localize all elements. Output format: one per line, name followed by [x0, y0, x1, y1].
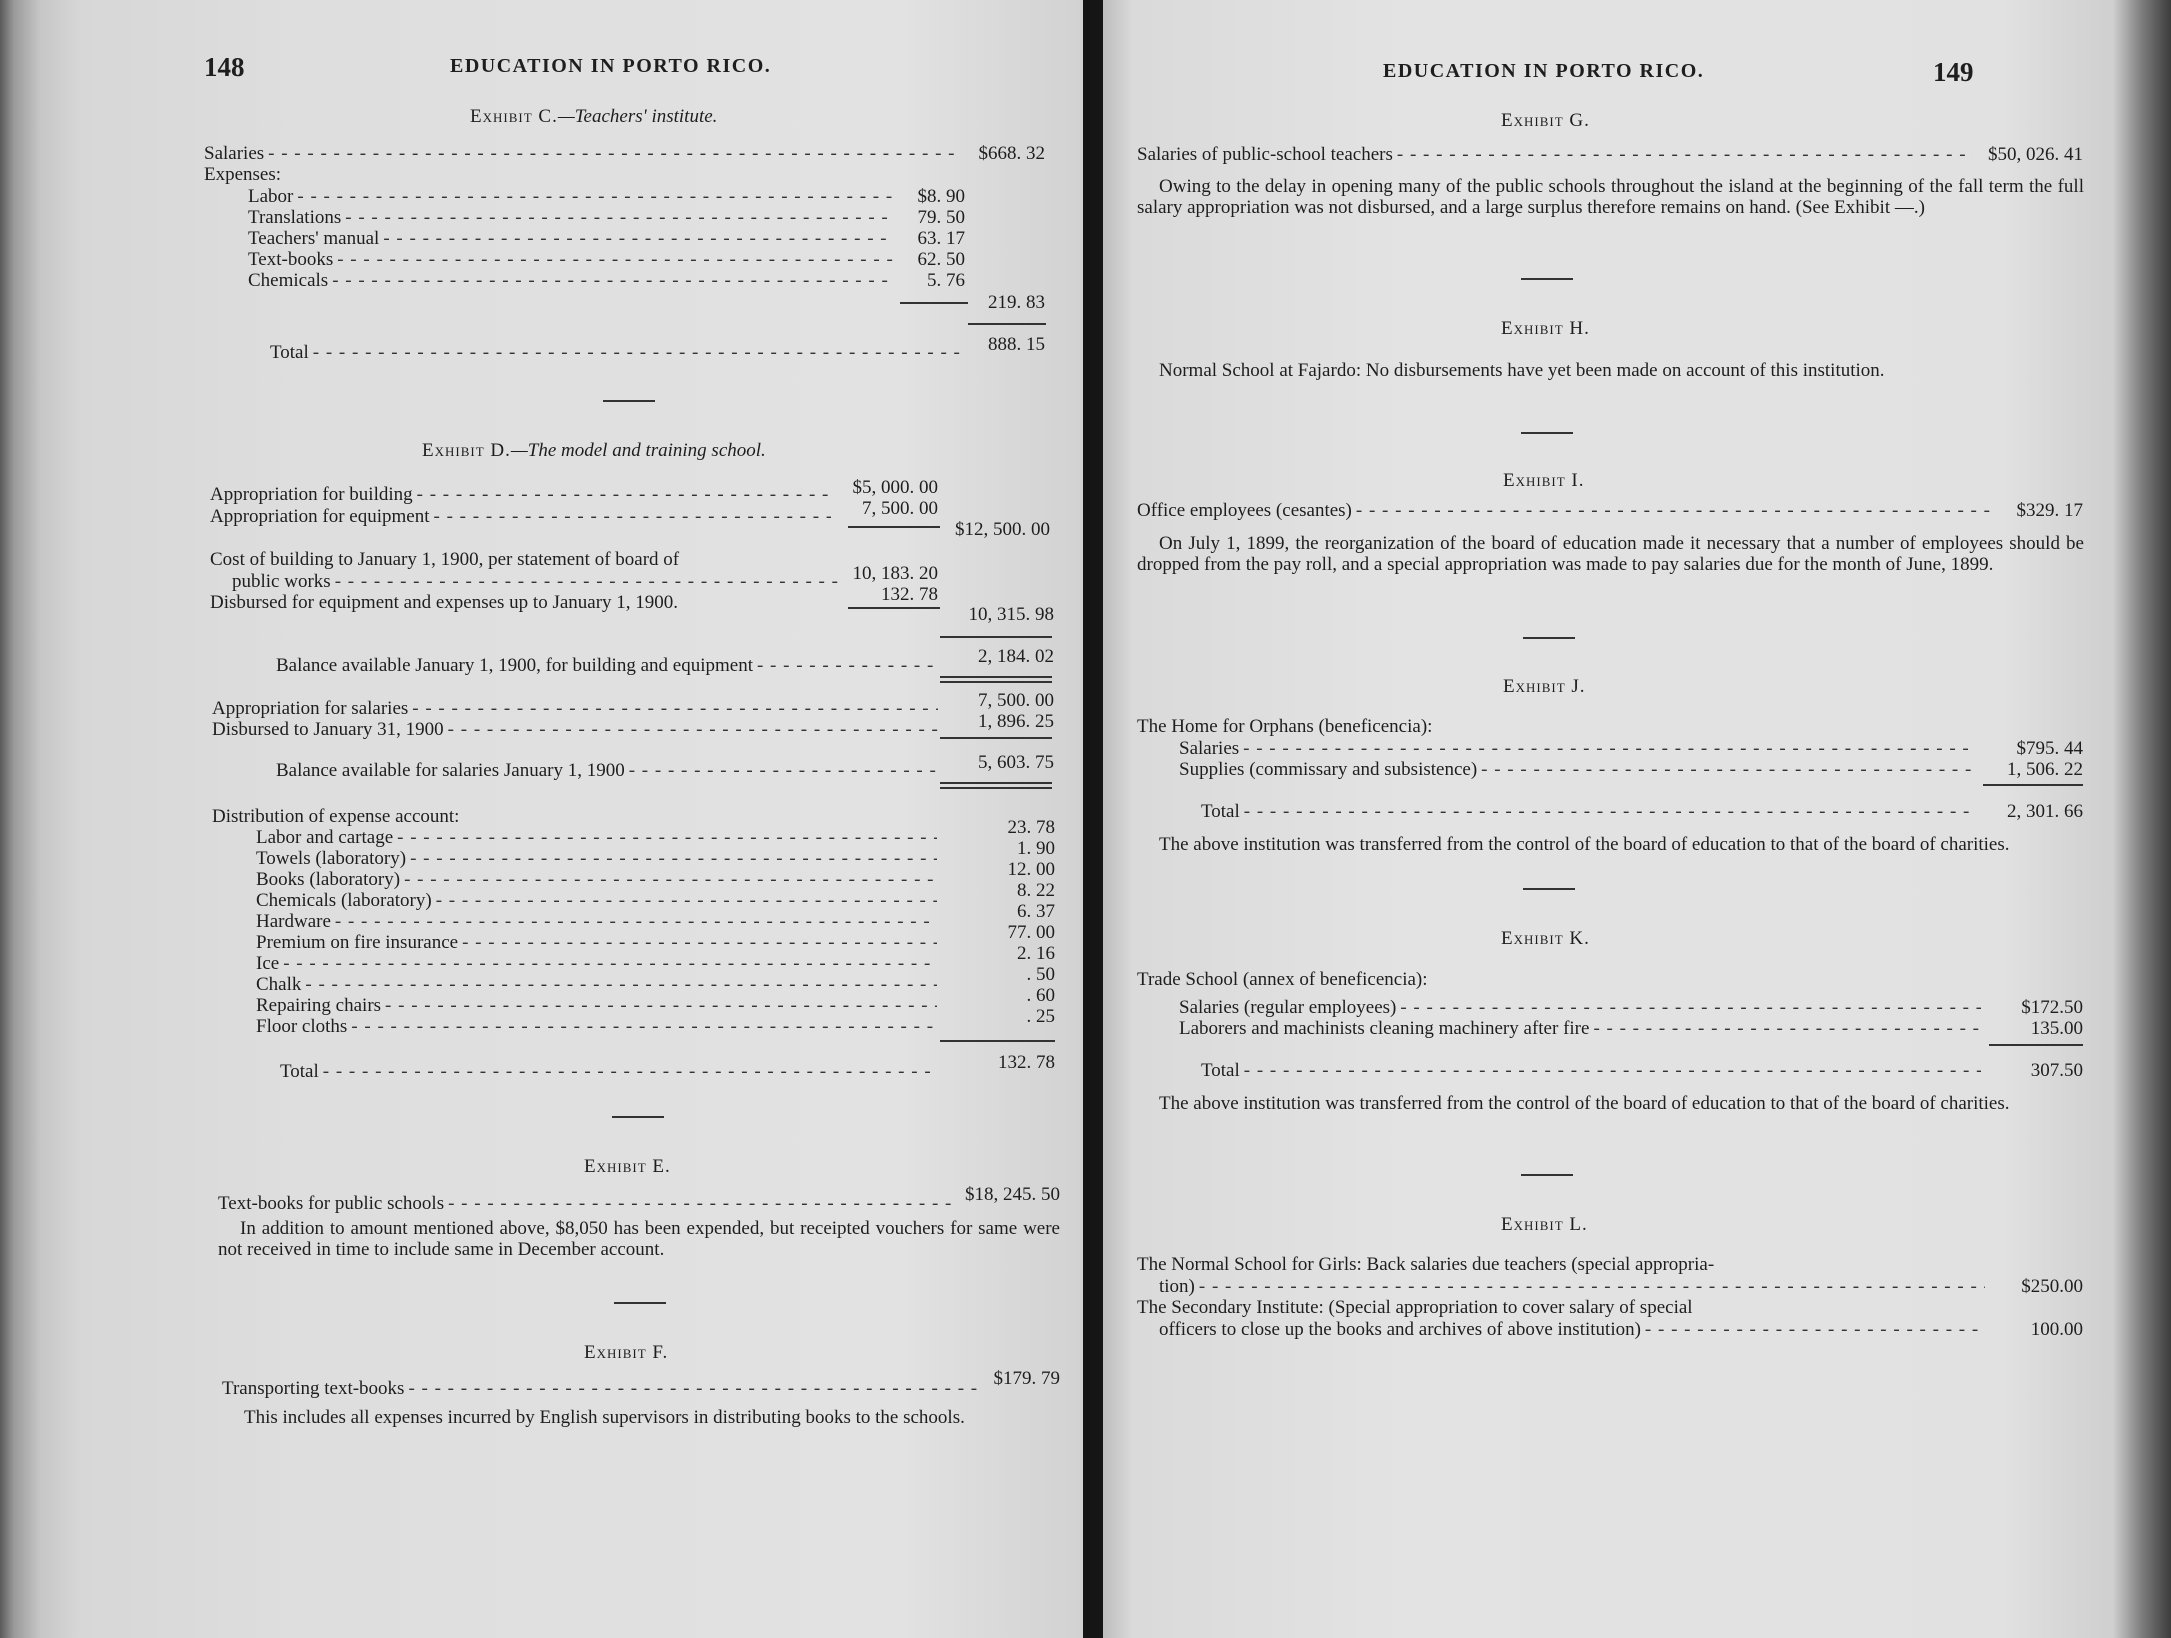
- exhibit-k-total-row: Total - - -: [1201, 1060, 1985, 1082]
- exhibit-e-note: In addition to amount mentioned above, $8,050 has been expended, but receipted vouchers for same were not received in time to include same in December account.: [218, 1218, 1060, 1260]
- exhibit-j-title: Exhibit J.: [1503, 676, 1586, 697]
- exhibit-c-item-value: 5. 76: [927, 270, 965, 291]
- exhibit-d-distribution-label: Distribution of expense account:: [212, 806, 460, 827]
- exhibit-c-expenses-label: Expenses:: [204, 164, 282, 185]
- exhibit-d-value: 7, 500. 00: [978, 690, 1054, 711]
- exhibit-d-total-value: 132. 78: [998, 1052, 1055, 1073]
- exhibit-h-note: Normal School at Fajardo: No disbursements have yet been made on account of this institution.: [1159, 360, 1885, 381]
- distribution-value: . 60: [1026, 985, 1055, 1006]
- exhibit-d-row: Appropriation for salaries - - -: [212, 698, 942, 720]
- exhibit-d-value: 10, 183. 20: [852, 563, 938, 584]
- exhibit-c-item-value: 62. 50: [917, 249, 965, 270]
- exhibit-c-title: Exhibit C.—Teachers' institute.: [470, 106, 718, 127]
- rule: [940, 636, 1052, 638]
- exhibit-i-value: $329. 17: [2016, 500, 2083, 521]
- exhibit-d-cost-label: Cost of building to January 1, 1900, per statement of board of: [210, 549, 680, 570]
- distribution-row: Chalk - - -: [256, 974, 941, 996]
- exhibit-l-item1-line1: The Normal School for Girls: Back salaries due teachers (special appropria-: [1137, 1254, 1715, 1275]
- exhibit-c-item: Labor - - -: [248, 186, 898, 208]
- exhibit-g-row: Salaries of public-school teachers - - -: [1137, 144, 1977, 166]
- exhibit-d-value: 132. 78: [881, 584, 938, 605]
- exhibit-c-item: Translations - - -: [248, 207, 898, 229]
- exhibit-k-heading: Trade School (annex of beneficencia):: [1137, 969, 1428, 990]
- exhibit-g-note: Owing to the delay in opening many of the public schools throughout the island at the beginning of the fall term the full salary appropriation was not disbursed, and a large surplus therefore remains on hand. (See Exhibit —.): [1137, 176, 2084, 218]
- exhibit-k-item-value: $172.50: [2021, 997, 2083, 1018]
- exhibit-l-item2-line1: The Secondary Institute: (Special appropriation to cover salary of special: [1137, 1297, 1693, 1318]
- distribution-row: Labor and cartage - - -: [256, 827, 941, 849]
- exhibit-f-row: Transporting text-books - - -: [222, 1378, 982, 1400]
- exhibit-l-title: Exhibit L.: [1501, 1214, 1588, 1235]
- exhibit-c-item: Teachers' manual - - -: [248, 228, 898, 250]
- exhibit-g-title: Exhibit G.: [1501, 110, 1590, 131]
- exhibit-c-item: Text-books - - -: [248, 249, 898, 271]
- exhibit-c-salaries-value: $668. 32: [978, 143, 1045, 164]
- exhibit-d-value: 7, 500. 00: [862, 498, 938, 519]
- exhibit-l-item2-value: 100.00: [2030, 1319, 2083, 1340]
- section-separator: [1523, 888, 1575, 890]
- exhibit-c-salaries-row: Salaries - - -: [204, 143, 964, 165]
- page-number: 149: [1933, 57, 1974, 87]
- distribution-row: Hardware - - -: [256, 911, 941, 933]
- rule: [940, 787, 1052, 789]
- distribution-value: 1. 90: [1017, 838, 1055, 859]
- running-header: EDUCATION IN PORTO RICO.: [1383, 60, 1705, 82]
- exhibit-d-row: Appropriation for equipment - - -: [210, 506, 835, 528]
- rule: [940, 782, 1052, 784]
- exhibit-d-disbursed-label: Disbursed for equipment and expenses up to January 1, 1900.: [210, 592, 679, 613]
- exhibit-d-row: Disbursed to January 31, 1900 - - -: [212, 719, 942, 741]
- exhibit-e-title: Exhibit E.: [584, 1156, 671, 1177]
- exhibit-d-disbursed-total: 10, 315. 98: [968, 604, 1054, 625]
- exhibit-c-item: Chemicals - - -: [248, 270, 898, 292]
- running-header: EDUCATION IN PORTO RICO.: [450, 55, 772, 77]
- distribution-value: 2. 16: [1017, 943, 1055, 964]
- exhibit-l-item1-row: tion) - - -: [1159, 1276, 1989, 1298]
- exhibit-e-value: $18, 245. 50: [965, 1184, 1060, 1205]
- section-separator: [1521, 278, 1573, 280]
- exhibit-d-value: 1, 896. 25: [978, 711, 1054, 732]
- exhibit-f-note: This includes all expenses incurred by English supervisors in distributing books to the schools.: [244, 1407, 965, 1428]
- distribution-row: Floor cloths - - -: [256, 1016, 941, 1038]
- rule: [940, 737, 1052, 739]
- exhibit-j-item: Salaries - - -: [1179, 738, 1979, 760]
- exhibit-j-total-row: Total - - -: [1201, 801, 1979, 823]
- exhibit-k-note: The above institution was transferred from the control of the board of education to that of the board of charities.: [1159, 1093, 2010, 1114]
- exhibit-l-item1-value: $250.00: [2021, 1276, 2083, 1297]
- distribution-value: 12. 00: [1007, 859, 1055, 880]
- exhibit-c-expenses-total: 219. 83: [988, 292, 1045, 313]
- distribution-row: Books (laboratory) - - -: [256, 869, 941, 891]
- distribution-value: 6. 37: [1017, 901, 1055, 922]
- distribution-row: Ice - - -: [256, 953, 941, 975]
- exhibit-c-total-row: Total - - -: [270, 342, 965, 364]
- exhibit-i-note: On July 1, 1899, the reorganization of the board of education made it necessary that a number of employees should be dropped from the pay roll, and a special appropriation was made to pay salaries due for the month of June, 1899.: [1137, 533, 2084, 575]
- rule: [940, 681, 1052, 683]
- exhibit-d-title: Exhibit D.—The model and training school.: [422, 440, 766, 461]
- rule: [848, 526, 940, 528]
- exhibit-f-title: Exhibit F.: [584, 1342, 669, 1363]
- exhibit-h-title: Exhibit H.: [1501, 318, 1590, 339]
- distribution-value: 77. 00: [1007, 922, 1055, 943]
- exhibit-c-item-value: 79. 50: [917, 207, 965, 228]
- rule: [1983, 784, 2083, 786]
- rule: [940, 1040, 1055, 1042]
- exhibit-c-item-value: $8. 90: [917, 186, 965, 207]
- distribution-row: Premium on fire insurance - - -: [256, 932, 941, 954]
- page-number: 148: [204, 52, 245, 82]
- distribution-value: 8. 22: [1017, 880, 1055, 901]
- exhibit-d-row: Balance available January 1, 1900, for building and equipment - - -: [276, 655, 941, 677]
- section-separator: [1521, 1174, 1573, 1176]
- section-separator: [603, 400, 655, 402]
- book-gutter: [1083, 0, 1103, 1638]
- exhibit-j-item: Supplies (commissary and subsistence) - - -: [1179, 759, 1979, 781]
- right-page: [1103, 0, 2171, 1638]
- section-separator: [614, 1302, 666, 1304]
- exhibit-c-item-value: 63. 17: [917, 228, 965, 249]
- distribution-row: Towels (laboratory) - - -: [256, 848, 941, 870]
- distribution-value: 23. 78: [1007, 817, 1055, 838]
- exhibit-d-row: Balance available for salaries January 1, 1900 - - -: [276, 760, 941, 782]
- exhibit-j-heading: The Home for Orphans (beneficencia):: [1137, 716, 1433, 737]
- exhibit-k-item: Laborers and machinists cleaning machinery after fire - - -: [1179, 1018, 1985, 1040]
- exhibit-j-item-value: $795. 44: [2016, 738, 2083, 759]
- exhibit-j-item-value: 1, 506. 22: [2007, 759, 2083, 780]
- exhibit-g-value: $50, 026. 41: [1988, 144, 2083, 165]
- exhibit-f-value: $179. 79: [993, 1368, 1060, 1389]
- rule: [940, 676, 1052, 678]
- exhibit-d-value: 5, 603. 75: [978, 752, 1054, 773]
- exhibit-d-value: 2, 184. 02: [978, 646, 1054, 667]
- rule: [900, 302, 968, 304]
- exhibit-d-approp-total: $12, 500. 00: [955, 519, 1050, 540]
- distribution-row: Chemicals (laboratory) - - -: [256, 890, 941, 912]
- exhibit-e-row: Text-books for public schools - - -: [218, 1193, 958, 1215]
- exhibit-l-item2-row: officers to close up the books and archives of above institution) - - -: [1159, 1319, 1989, 1341]
- exhibit-c-total-value: 888. 15: [988, 334, 1045, 355]
- exhibit-k-item-value: 135.00: [2030, 1018, 2083, 1039]
- exhibit-k-title: Exhibit K.: [1501, 928, 1590, 949]
- section-separator: [612, 1116, 664, 1118]
- rule: [968, 323, 1046, 325]
- section-separator: [1521, 432, 1573, 434]
- exhibit-j-note: The above institution was transferred from the control of the board of education to that of the board of charities.: [1159, 834, 2010, 855]
- exhibit-d-total-row: Total - - -: [280, 1061, 942, 1083]
- exhibit-d-row: Appropriation for building - - -: [210, 484, 835, 506]
- left-page: [0, 0, 1083, 1638]
- rule: [848, 607, 940, 609]
- exhibit-k-item: Salaries (regular employees) - - -: [1179, 997, 1985, 1019]
- exhibit-d-value: $5, 000. 00: [852, 477, 938, 498]
- distribution-value: . 25: [1026, 1006, 1055, 1027]
- exhibit-i-title: Exhibit I.: [1503, 470, 1585, 491]
- exhibit-i-row: Office employees (cesantes) - - -: [1137, 500, 1997, 522]
- distribution-row: Repairing chairs - - -: [256, 995, 941, 1017]
- distribution-value: . 50: [1026, 964, 1055, 985]
- section-separator: [1523, 637, 1575, 639]
- exhibit-d-row: public works - - -: [232, 571, 842, 593]
- exhibit-k-total-value: 307.50: [2030, 1060, 2083, 1081]
- rule: [1989, 1044, 2083, 1046]
- exhibit-j-total-value: 2, 301. 66: [2007, 801, 2083, 822]
